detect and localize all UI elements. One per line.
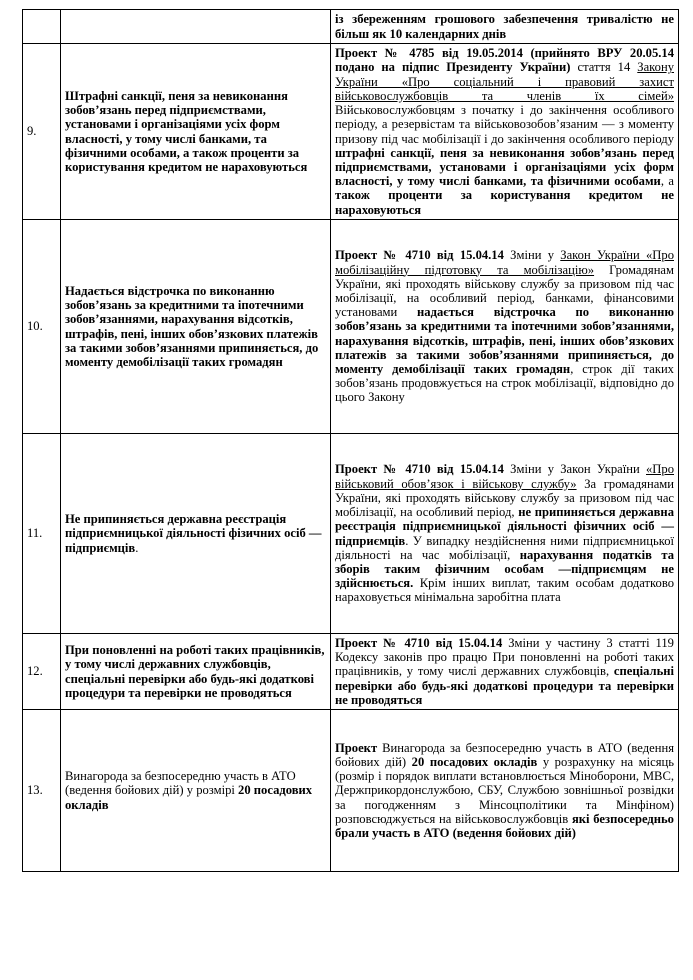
law-reference: Закону України «Про соціальний і правовий захист військовослужбовців та членів їх сімей» <box>335 60 674 103</box>
detail-emphasis: надається відстрочка по виконанню зобов’язань за кредитними та іпотечними зобов’язаннями, нарахування відсотків, штрафів, пені, інших обов’язкових платежів за такими зобов’язаннями припиняється, до моменту демобілізації таких громадян <box>335 305 674 376</box>
title-text: . <box>135 540 139 555</box>
detail-emphasis: Проект № 4785 від 19.05.2014 (прийнято ВРУ 20.05.14 подано на підпис Президенту України) <box>335 46 674 75</box>
benefit-title: Штрафні санкції, пеня за невиконання зобов’язань перед підприємствами, установами і організаціями усіх форм власності, у тому числі банками, та фізичними особами, а також проценти за користування кредитом не нараховуються <box>61 44 331 220</box>
detail-emphasis: спеціальні перевірки або будь-які додаткові процедури та перевірки не проводяться <box>335 664 674 707</box>
bill-detail <box>331 10 679 44</box>
detail-text: Зміни у Закон України <box>503 462 646 477</box>
bill-detail <box>331 710 679 872</box>
table-row <box>23 44 679 220</box>
detail-text: стаття 14 <box>570 60 638 75</box>
detail-emphasis: Проект № 4710 від 15.04.14 <box>335 636 503 650</box>
table-row <box>23 634 679 710</box>
detail-text: Громадянам України, які проходять військову службу за призовом під час мобілізації, на особливий період, банками, фінансовими установами <box>335 262 674 320</box>
detail-emphasis: Проект № 4710 від 15.04.14 <box>335 248 504 263</box>
detail-emphasis: Проект <box>335 740 378 755</box>
row-number: 13. <box>23 710 61 872</box>
detail-emphasis: Проект № 4710 від 15.04.14 <box>335 462 504 477</box>
detail-emphasis: із збереженням грошового забезпечення тривалістю не більш як 10 календарних днів <box>335 12 674 41</box>
detail-emphasis: штрафні санкції, пеня за невиконання зобов’язань перед підприємствами, установами і організаціями усіх форм власності, у тому числі банками, та фізичними особами <box>335 145 674 189</box>
law-reference: Закон України «Про мобілізаційну підготовку та мобілізацію» <box>335 248 674 277</box>
table-body <box>23 10 679 872</box>
detail-text: Крім інших виплат, таким особам додатково нараховується мінімальна заробітна плата <box>335 576 674 605</box>
detail-emphasis: які безпосередньо брали участь в АТО (ведення бойових дій) <box>335 811 674 841</box>
legislation-table <box>22 9 679 872</box>
bill-detail <box>331 434 679 634</box>
benefit-title: При поновленні на роботі таких працівників, у тому числі державних службовців, спеціальні перевірки або будь-які додаткові процедури та перевірки не проводяться <box>61 634 331 710</box>
row-number: 12. <box>23 634 61 710</box>
detail-text: у розрахунку на місяць (розмір і порядок виплати встановлюється Міноборони, МВС, Держприкордонслужбою, СБУ, Службою зовнішньої розвідки за погодженням з Мінсоцполітики та Мінфіном) розповсюджується на військовослужбовців <box>335 755 674 826</box>
bill-detail <box>331 634 679 710</box>
table-row <box>23 220 679 434</box>
detail-text: , строк дії таких зобов’язань продовжується на строк мобілізації, відповідно до цього Закону <box>335 362 674 405</box>
bill-detail <box>331 220 679 434</box>
table-row <box>23 710 679 872</box>
detail-text: Військовослужбовцям з початку і до закінчення особливого періоду, а резервістам та військовозобов’язаним — з моменту призову під час мобілізації і до закінчення особливого періоду <box>335 103 674 146</box>
title-text: Винагорода за безпосередню участь в АТО (ведення бойових дій) у розмірі <box>65 769 296 798</box>
row-number: 10. <box>23 220 61 434</box>
table-row <box>23 10 679 44</box>
row-number <box>23 10 61 44</box>
detail-text: Зміни у <box>503 248 561 263</box>
detail-text: Зміни у частину 3 статті 119 Кодексу законів про працю При поновленні на роботі таких працівників, у тому числі державних службовців, <box>335 636 674 679</box>
benefit-title <box>61 10 331 44</box>
row-number: 9. <box>23 44 61 220</box>
table-row <box>23 434 679 634</box>
law-reference: «Про військовий обов’язок і військову службу» <box>335 462 674 491</box>
detail-emphasis: нарахування податків та зборів таким фізичним особам —підприємцям не здійснюється. <box>335 547 674 591</box>
title-emphasis: Не припиняється державна реєстрація підприємницької діяльності фізичних осіб —підприємців <box>65 512 322 555</box>
benefit-title <box>61 434 331 634</box>
detail-emphasis: 20 посадових окладів <box>411 755 538 769</box>
detail-emphasis: не припиняється державна реєстрація підприємницької діяльності фізичних осіб —підприємців <box>335 505 674 548</box>
detail-text: Винагорода за безпосередню участь в АТО (ведення бойових дій) <box>335 740 674 769</box>
detail-emphasis: також проценти за користування кредитом не нараховуються <box>335 188 674 217</box>
detail-text: За громадянами України, які проходять військову службу за призовом під час мобілізації, на особливий період, <box>335 476 674 520</box>
benefit-title <box>61 710 331 872</box>
detail-text: , а <box>660 174 674 189</box>
benefit-title: Надається відстрочка по виконанню зобов’язань за кредитними та іпотечними зобов’язаннями, нарахування відсотків, штрафів, пені, інших обов’язкових платежів за такими зобов’язаннями припиняється, до моменту демобілізації таких громадян <box>61 220 331 434</box>
row-number: 11. <box>23 434 61 634</box>
detail-text: . У випадку нездійснення ними підприємницької діяльності на час мобілізації, <box>335 533 674 562</box>
title-emphasis: 20 посадових окладів <box>65 783 313 812</box>
bill-detail <box>331 44 679 220</box>
